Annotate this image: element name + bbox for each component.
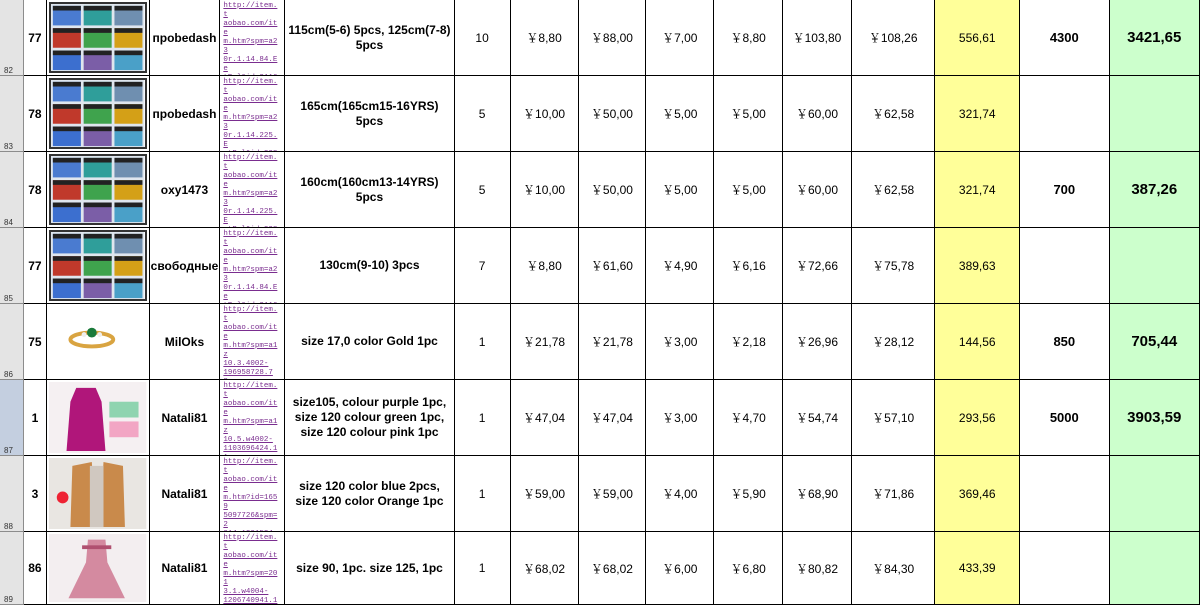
payment-cell-text: 850 xyxy=(1053,334,1076,349)
item-number-cell-text: 77 xyxy=(28,30,42,45)
balance-cell[interactable] xyxy=(1110,304,1200,380)
product-link[interactable]: http://item.t aobao.com/ite m.htm?spm=a23 0r.1.14.84.Ee xyxy=(223,2,278,73)
total-rub-cell-text: 321,74 xyxy=(958,106,996,121)
quantity-cell-text: 10 xyxy=(475,30,489,45)
product-link-cell[interactable] xyxy=(220,76,285,152)
unit-price-cell[interactable] xyxy=(511,304,579,380)
row-header[interactable] xyxy=(0,228,24,304)
quantity-cell-text: 1 xyxy=(478,334,486,349)
description-cell-text: size 90, 1pc. size 125, 1pc xyxy=(296,560,443,575)
item-number-cell[interactable] xyxy=(24,304,48,380)
unit-price-cell-text: ￥68,02 xyxy=(523,561,566,576)
quantity-cell-text: 5 xyxy=(478,106,486,121)
commission-cell-text: ￥8,80 xyxy=(730,31,766,45)
subtotal-cell-text: ￥50,00 xyxy=(590,107,633,121)
shipping-cell-text: ￥6,00 xyxy=(662,561,698,576)
sum-cell-text: ￥68,90 xyxy=(795,487,838,501)
balance-cell-text: 3421,65 xyxy=(1127,29,1182,46)
commission-cell[interactable] xyxy=(714,0,783,76)
quantity-cell-text: 1 xyxy=(478,410,486,425)
description-cell[interactable] xyxy=(285,380,454,456)
item-number-cell-text: 78 xyxy=(28,106,42,121)
commission-cell-text: ￥5,90 xyxy=(730,487,766,501)
row-header[interactable] xyxy=(0,304,24,380)
item-number-cell[interactable] xyxy=(24,152,48,228)
commission-cell[interactable] xyxy=(714,532,783,605)
product-link[interactable]: http://item.t aobao.com/ite m.htm?spm=a23 0r.1.14.84.Ee xyxy=(223,230,278,301)
row-header[interactable] xyxy=(0,532,24,605)
commission-cell[interactable] xyxy=(714,380,783,456)
payment-cell[interactable] xyxy=(1020,152,1109,228)
subtotal-cell-text: ￥61,60 xyxy=(590,259,633,273)
product-link-cell[interactable] xyxy=(220,532,285,605)
table-row xyxy=(0,456,1200,532)
sum-cell[interactable] xyxy=(783,76,852,152)
sum-with-fee-cell-text: ￥57,10 xyxy=(872,411,915,425)
description-cell[interactable] xyxy=(285,304,454,380)
payment-cell[interactable] xyxy=(1020,456,1109,532)
shorts-thumbnail xyxy=(49,2,146,73)
username-cell[interactable] xyxy=(150,304,221,380)
vest-thumbnail xyxy=(49,458,146,529)
row-number: 82 xyxy=(4,66,13,75)
unit-price-cell-text: ￥21,78 xyxy=(523,335,566,349)
commission-cell-text: ￥5,00 xyxy=(730,183,766,197)
shipping-cell[interactable] xyxy=(646,456,714,532)
sum-cell-text: ￥54,74 xyxy=(795,411,838,425)
product-link-cell[interactable] xyxy=(220,152,285,228)
commission-cell-text: ￥6,80 xyxy=(730,561,766,576)
quantity-cell[interactable] xyxy=(455,532,511,605)
balance-cell-text: 3903,59 xyxy=(1127,409,1182,426)
total-rub-cell[interactable] xyxy=(935,532,1020,605)
quantity-cell-text: 1 xyxy=(478,561,486,575)
username-cell[interactable] xyxy=(150,0,221,76)
image-cell[interactable] xyxy=(47,0,149,76)
image-cell[interactable] xyxy=(47,76,149,152)
image-cell[interactable] xyxy=(47,152,149,228)
username-cell-text: пpobedash xyxy=(152,106,217,121)
row-header[interactable] xyxy=(0,0,24,76)
total-rub-cell[interactable] xyxy=(935,152,1020,228)
subtotal-cell[interactable] xyxy=(579,304,647,380)
sum-with-fee-cell[interactable] xyxy=(852,0,936,76)
username-cell[interactable] xyxy=(150,76,221,152)
payment-cell-text: 4300 xyxy=(1049,30,1079,45)
shipping-cell-text: ￥4,90 xyxy=(662,259,698,273)
description-cell-text: 130cm(9-10) 3pcs xyxy=(319,258,420,272)
username-cell-text: свободные xyxy=(150,258,219,273)
total-rub-cell[interactable] xyxy=(935,304,1020,380)
commission-cell[interactable] xyxy=(714,456,783,532)
row-header[interactable] xyxy=(0,76,24,152)
payment-cell[interactable] xyxy=(1020,304,1109,380)
ring-thumbnail xyxy=(49,306,146,377)
item-number-cell-text: 75 xyxy=(28,334,42,349)
sum-cell-text: ￥26,96 xyxy=(795,335,838,349)
shipping-cell[interactable] xyxy=(646,0,714,76)
sum-cell[interactable] xyxy=(783,228,852,304)
balance-cell[interactable] xyxy=(1110,0,1200,76)
shipping-cell[interactable] xyxy=(646,304,714,380)
sum-with-fee-cell[interactable] xyxy=(852,76,936,152)
quantity-cell[interactable] xyxy=(455,0,511,76)
table-row xyxy=(0,304,1200,380)
subtotal-cell-text: ￥21,78 xyxy=(590,335,633,349)
shipping-cell[interactable] xyxy=(646,76,714,152)
username-cell[interactable] xyxy=(150,228,221,304)
balance-cell[interactable] xyxy=(1110,532,1200,605)
description-cell-text: size 120 color blue 2pcs, size 120 color Orange 1pc xyxy=(295,478,444,508)
sum-with-fee-cell[interactable] xyxy=(852,152,936,228)
payment-cell[interactable] xyxy=(1020,380,1109,456)
item-number-cell-text: 3 xyxy=(31,486,39,501)
item-number-cell[interactable] xyxy=(24,532,48,605)
sum-cell-text: ￥72,66 xyxy=(795,259,838,273)
sum-cell[interactable] xyxy=(783,0,852,76)
item-number-cell-text: 86 xyxy=(28,561,42,575)
unit-price-cell[interactable] xyxy=(511,0,579,76)
total-rub-cell-text: 556,61 xyxy=(958,30,996,45)
item-number-cell-text: 77 xyxy=(28,258,42,273)
unit-price-cell[interactable] xyxy=(511,532,579,605)
sum-with-fee-cell-text: ￥108,26 xyxy=(868,31,918,45)
username-cell-text: Natali81 xyxy=(161,410,208,425)
sum-cell[interactable] xyxy=(783,532,852,605)
subtotal-cell[interactable] xyxy=(579,152,647,228)
description-cell-text: 115cm(5-6) 5pcs, 125cm(7-8) 5pcs xyxy=(288,22,451,52)
shipping-cell[interactable] xyxy=(646,152,714,228)
subtotal-cell-text: ￥59,00 xyxy=(590,487,633,501)
subtotal-cell[interactable] xyxy=(579,456,647,532)
balance-cell[interactable] xyxy=(1110,228,1200,304)
row-header[interactable] xyxy=(0,380,24,456)
description-cell-text: 160cm(160cm13-14YRS) 5pcs xyxy=(300,174,439,204)
shipping-cell-text: ￥5,00 xyxy=(662,183,698,197)
item-number-cell-text: 78 xyxy=(28,182,42,197)
product-link-cell[interactable] xyxy=(220,304,285,380)
commission-cell[interactable] xyxy=(714,152,783,228)
unit-price-cell-text: ￥10,00 xyxy=(523,107,566,121)
quantity-cell-text: 1 xyxy=(478,486,486,501)
username-cell-text: пpobedash xyxy=(152,30,217,45)
sum-cell-text: ￥103,80 xyxy=(792,31,842,45)
balance-cell[interactable] xyxy=(1110,76,1200,152)
payment-cell-text: 5000 xyxy=(1049,410,1079,425)
sum-with-fee-cell-text: ￥62,58 xyxy=(872,107,915,121)
table-row xyxy=(0,76,1200,152)
description-cell[interactable] xyxy=(285,76,454,152)
sum-with-fee-cell-text: ￥62,58 xyxy=(872,183,915,197)
product-link-cell[interactable] xyxy=(220,228,285,304)
total-rub-cell-text: 433,39 xyxy=(958,561,996,575)
username-cell-text: Natali81 xyxy=(161,486,208,501)
balance-cell-text: 705,44 xyxy=(1131,333,1178,350)
balance-cell[interactable] xyxy=(1110,380,1200,456)
image-cell[interactable] xyxy=(47,532,149,605)
row-header[interactable] xyxy=(0,456,24,532)
row-number: 87 xyxy=(4,446,13,455)
total-rub-cell[interactable] xyxy=(935,76,1020,152)
shipping-cell[interactable] xyxy=(646,380,714,456)
description-cell[interactable] xyxy=(285,456,454,532)
table-row xyxy=(0,0,1200,76)
image-cell[interactable] xyxy=(47,380,149,456)
product-link[interactable]: http://item.t aobao.com/ite m.htm?spm=a1z 10.3.4002- 196958728.7 xyxy=(223,306,278,377)
description-cell-text: size105, colour purple 1pc, size 120 colour green 1pc, size 120 colour pink 1pc xyxy=(292,395,447,439)
total-rub-cell-text: 321,74 xyxy=(958,182,996,197)
quantity-cell[interactable] xyxy=(455,380,511,456)
unit-price-cell[interactable] xyxy=(511,228,579,304)
table-row xyxy=(0,380,1200,456)
shipping-cell[interactable] xyxy=(646,228,714,304)
subtotal-cell[interactable] xyxy=(579,380,647,456)
username-cell[interactable] xyxy=(150,532,221,605)
product-link-cell[interactable] xyxy=(220,380,285,456)
sum-with-fee-cell-text: ￥28,12 xyxy=(872,335,915,349)
subtotal-cell-text: ￥88,00 xyxy=(590,31,633,45)
product-link-cell[interactable] xyxy=(220,456,285,532)
product-link[interactable]: http://item.t aobao.com/ite m.htm?id=1659 5097726&spm=2 xyxy=(223,458,278,529)
row-number: 84 xyxy=(4,218,13,227)
unit-price-cell-text: ￥10,00 xyxy=(523,183,566,197)
unit-price-cell[interactable] xyxy=(511,380,579,456)
total-rub-cell-text: 293,56 xyxy=(958,410,996,425)
total-rub-cell[interactable] xyxy=(935,0,1020,76)
subtotal-cell-text: ￥68,02 xyxy=(590,561,633,576)
image-cell[interactable] xyxy=(47,304,149,380)
unit-price-cell[interactable] xyxy=(511,76,579,152)
table-row xyxy=(0,228,1200,304)
row-number: 88 xyxy=(4,522,13,531)
shorts-thumbnail xyxy=(49,154,146,225)
item-number-cell[interactable] xyxy=(24,76,48,152)
commission-cell-text: ￥5,00 xyxy=(730,107,766,121)
item-number-cell[interactable] xyxy=(24,228,48,304)
shorts-thumbnail xyxy=(49,230,146,301)
sum-with-fee-cell-text: ￥71,86 xyxy=(872,487,915,501)
sum-cell[interactable] xyxy=(783,380,852,456)
total-rub-cell[interactable] xyxy=(935,380,1020,456)
quantity-cell-text: 5 xyxy=(478,182,486,197)
description-cell-text: size 17,0 color Gold 1pc xyxy=(301,334,438,348)
description-cell[interactable] xyxy=(285,152,454,228)
unit-price-cell-text: ￥8,80 xyxy=(526,259,562,273)
sum-with-fee-cell-text: ￥84,30 xyxy=(872,561,915,576)
commission-cell[interactable] xyxy=(714,228,783,304)
subtotal-cell[interactable] xyxy=(579,0,647,76)
description-cell-text: 165cm(165cm15-16YRS) 5pcs xyxy=(300,98,439,128)
subtotal-cell-text: ￥50,00 xyxy=(590,183,633,197)
dress-thumbnail xyxy=(49,382,146,453)
product-link[interactable]: http://item.t aobao.com/ite m.htm?spm=a1z 10.5.w4002- 1103696424.1 xyxy=(223,382,278,453)
commission-cell-text: ￥2,18 xyxy=(730,335,766,349)
username-cell-text: oxy1473 xyxy=(160,182,209,197)
item-number-cell[interactable] xyxy=(24,0,48,76)
product-link[interactable]: http://item.t aobao.com/ite m.htm?spm=201 3.1.w4004- 1206740941.1 xyxy=(223,534,278,605)
payment-cell[interactable] xyxy=(1020,0,1109,76)
username-cell-text: MilOks xyxy=(164,334,205,349)
sum-with-fee-cell[interactable] xyxy=(852,228,936,304)
shipping-cell-text: ￥4,00 xyxy=(662,487,698,501)
row-number: 86 xyxy=(4,370,13,379)
unit-price-cell[interactable] xyxy=(511,456,579,532)
sum-cell-text: ￥60,00 xyxy=(795,107,838,121)
pink-dress-thumbnail xyxy=(49,534,146,602)
item-number-cell[interactable] xyxy=(24,380,48,456)
image-cell[interactable] xyxy=(47,228,149,304)
description-cell[interactable] xyxy=(285,0,454,76)
sum-cell[interactable] xyxy=(783,456,852,532)
sum-with-fee-cell[interactable] xyxy=(852,304,936,380)
unit-price-cell-text: ￥8,80 xyxy=(526,31,562,45)
total-rub-cell-text: 144,56 xyxy=(958,334,996,349)
username-cell[interactable] xyxy=(150,456,221,532)
row-number: 83 xyxy=(4,142,13,151)
total-rub-cell[interactable] xyxy=(935,456,1020,532)
unit-price-cell-text: ￥59,00 xyxy=(523,487,566,501)
username-cell-text: Natali81 xyxy=(161,561,208,575)
description-cell[interactable] xyxy=(285,228,454,304)
total-rub-cell-text: 369,46 xyxy=(958,486,996,501)
subtotal-cell[interactable] xyxy=(579,76,647,152)
balance-cell-text: 387,26 xyxy=(1131,181,1178,198)
quantity-cell[interactable] xyxy=(455,456,511,532)
shipping-cell-text: ￥3,00 xyxy=(662,335,698,349)
total-rub-cell[interactable] xyxy=(935,228,1020,304)
description-cell[interactable] xyxy=(285,532,454,605)
sum-cell[interactable] xyxy=(783,152,852,228)
quantity-cell[interactable] xyxy=(455,76,511,152)
quantity-cell[interactable] xyxy=(455,304,511,380)
commission-cell-text: ￥6,16 xyxy=(730,259,766,273)
shipping-cell-text: ￥7,00 xyxy=(662,31,698,45)
product-link[interactable]: http://item.t aobao.com/ite m.htm?spm=a23 0r.1.14.225.E xyxy=(223,154,278,225)
username-cell[interactable] xyxy=(150,380,221,456)
username-cell[interactable] xyxy=(150,152,221,228)
commission-cell[interactable] xyxy=(714,304,783,380)
shipping-cell[interactable] xyxy=(646,532,714,605)
payment-cell[interactable] xyxy=(1020,228,1109,304)
sum-with-fee-cell[interactable] xyxy=(852,532,936,605)
item-number-cell[interactable] xyxy=(24,456,48,532)
subtotal-cell[interactable] xyxy=(579,532,647,605)
commission-cell[interactable] xyxy=(714,76,783,152)
item-number-cell-text: 1 xyxy=(31,410,39,425)
sum-with-fee-cell[interactable] xyxy=(852,456,936,532)
shipping-cell-text: ￥5,00 xyxy=(662,107,698,121)
quantity-cell[interactable] xyxy=(455,152,511,228)
sum-cell[interactable] xyxy=(783,304,852,380)
balance-cell[interactable] xyxy=(1110,152,1200,228)
table-row xyxy=(0,152,1200,228)
shipping-cell-text: ￥3,00 xyxy=(662,411,698,425)
sum-cell-text: ￥60,00 xyxy=(795,183,838,197)
unit-price-cell-text: ￥47,04 xyxy=(523,411,566,425)
table-row xyxy=(0,532,1200,605)
sum-with-fee-cell-text: ￥75,78 xyxy=(872,259,915,273)
product-link-cell[interactable] xyxy=(220,0,285,76)
payment-cell[interactable] xyxy=(1020,76,1109,152)
shorts-thumbnail xyxy=(49,78,146,149)
sum-with-fee-cell[interactable] xyxy=(852,380,936,456)
unit-price-cell[interactable] xyxy=(511,152,579,228)
sum-cell-text: ￥80,82 xyxy=(795,561,838,576)
row-header[interactable] xyxy=(0,152,24,228)
product-link[interactable]: http://item.t aobao.com/ite m.htm?spm=a23 0r.1.14.225.E xyxy=(223,78,278,149)
payment-cell-text: 700 xyxy=(1053,182,1076,197)
payment-cell[interactable] xyxy=(1020,532,1109,605)
total-rub-cell-text: 389,63 xyxy=(958,258,996,273)
subtotal-cell[interactable] xyxy=(579,228,647,304)
balance-cell[interactable] xyxy=(1110,456,1200,532)
quantity-cell[interactable] xyxy=(455,228,511,304)
commission-cell-text: ￥4,70 xyxy=(730,411,766,425)
row-number: 89 xyxy=(4,595,13,604)
quantity-cell-text: 7 xyxy=(478,258,486,273)
image-cell[interactable] xyxy=(47,456,149,532)
subtotal-cell-text: ￥47,04 xyxy=(590,411,633,425)
row-number: 85 xyxy=(4,294,13,303)
